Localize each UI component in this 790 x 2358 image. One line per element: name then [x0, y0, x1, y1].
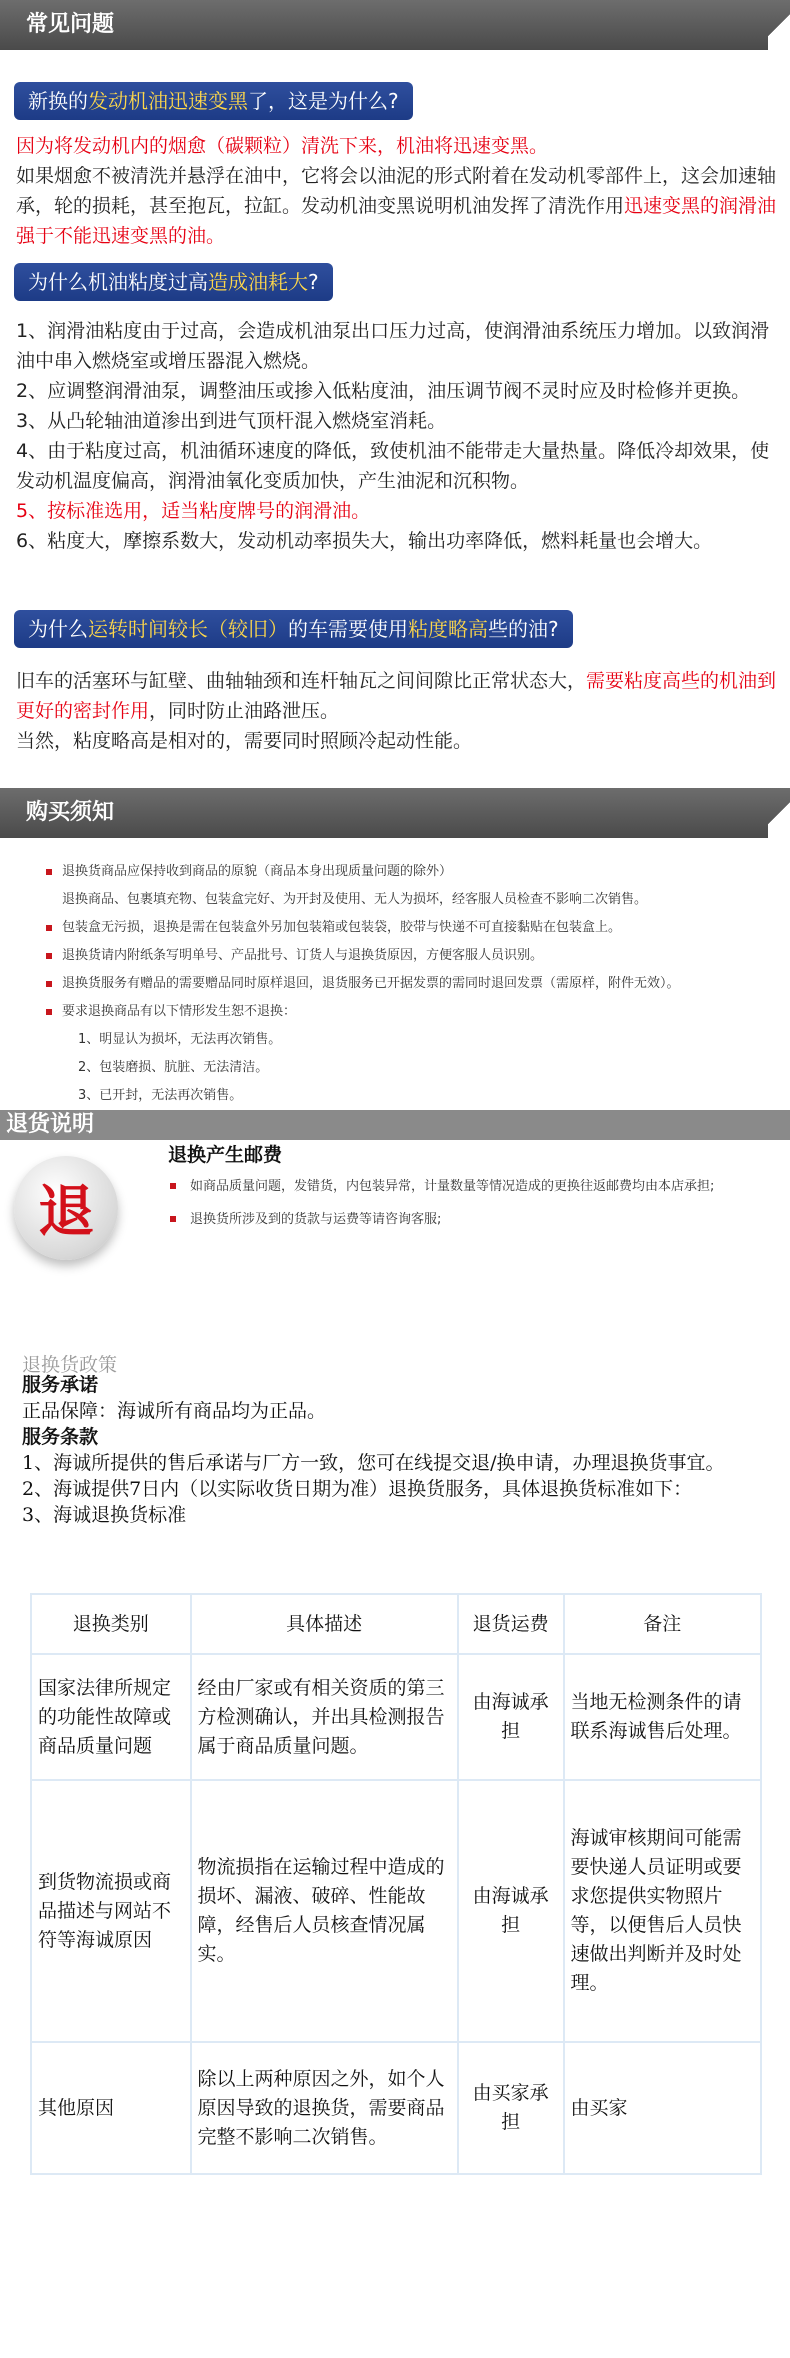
- faq-section-title: 常见问题: [26, 12, 115, 37]
- terms-item: 1、海诚所提供的售后承诺与厂方一致，您可在线提交退/换申请，办理退换货事宜。: [22, 1452, 725, 1474]
- table-cell: 海诚审核期间可能需要快递人员证明或要求您提供实物照片等，以便售后人员快速做出判断并及时处理。: [564, 1780, 762, 2042]
- faq-section-header: [0, 0, 790, 50]
- answer-1-body: 如果烟愈不被清洗并悬浮在油中，它将会以油泥的形式附着在发动机零部件上，这会加速轴承，轮的损耗，甚至抱瓦，拉缸。发动机油变黑说明机油发挥了清洗作用: [16, 165, 777, 217]
- table-header-cell: 退货运费: [458, 1594, 564, 1654]
- question-1-pre: 新换的: [28, 89, 88, 113]
- question-3-pre: 为什么: [28, 617, 88, 641]
- table-cell: 当地无检测条件的请联系海诚售后处理。: [564, 1654, 762, 1780]
- returns-item: 如商品质量问题，发错货，内包装异常，计量数量等情况造成的更换往返邮费均由本店承担;: [168, 1176, 728, 1197]
- question-3-highlight-1: 运转时间较长（较旧）: [88, 617, 288, 641]
- table-row: [31, 2042, 761, 2174]
- answer-2-item-5: [16, 496, 778, 526]
- answer-2-item: 6、粘度大，摩擦系数大，发动机动率损失大，输出功率降低，燃料耗量也会增大。: [16, 530, 713, 552]
- answer-2-item: 4、由于粘度过高，机油循环速度的降低，致使机油不能带走大量热量。降低冷却效果，使发动机温度偏高，润滑油氧化变质加快，产生油泥和沉积物。: [16, 440, 770, 492]
- answer-3-tail: ，同时防止油路泄压。: [149, 700, 340, 722]
- answer-2-item-5-text: 按标准选用，适当粘度牌号的润滑油。: [47, 500, 371, 522]
- question-3: [14, 610, 573, 648]
- notice-sub-item: 1、明显认为损坏，无法再次销售。: [78, 1032, 282, 1047]
- table-header-cell: 备注: [564, 1594, 762, 1654]
- notice-item: 退换商品、包裹填充物、包装盒完好、为开封及使用、无人为损坏，经客服人员检查不影响二次销售。: [62, 892, 648, 907]
- policy-body: [22, 1372, 752, 1528]
- returns-section-header: [0, 1110, 790, 1140]
- answer-2-item: 1、润滑油粘度由于过高，会造成机油泵出口压力过高，使润滑油系统压力增加。以致润滑油中串入燃烧室或增压器混入燃烧。: [16, 320, 770, 372]
- terms-label: 服务条款: [22, 1426, 99, 1448]
- answer-2-item-5-num: 5、: [16, 500, 48, 522]
- notice-item: 退换货服务有赠品的需要赠品同时原样退回，退货服务已开据发票的需同时退回发票（需原样，附件无效）。: [40, 970, 760, 998]
- notice-section-header: [0, 788, 790, 838]
- table-cell: 经由厂家或有相关资质的第三方检测确认，并出具检测报告属于商品质量问题。: [191, 1654, 458, 1780]
- table-row: [31, 1780, 761, 2042]
- notice-item: 退换货请内附纸条写明单号、产品批号、订货人与退换货原因，方便客服人员识别。: [40, 942, 760, 970]
- notice-item: 包装盒无污损，退换是需在包装盒外另加包装箱或包装袋，胶带与快递不可直接黏贴在包装盒上。: [40, 914, 760, 942]
- notice-section-title: 购买须知: [26, 800, 115, 825]
- notice-item: 退换货商品应保持收到商品的原貌（商品本身出现质量问题的除外）: [40, 858, 760, 886]
- answer-3-body: 旧车的活塞环与缸壁、曲轴轴颈和连杆轴瓦之间间隙比正常状态大，: [16, 670, 587, 692]
- answer-3-line-2: 当然，粘度略高是相对的，需要同时照顾冷起动性能。: [16, 730, 473, 752]
- table-cell: 由海诚承担: [458, 1780, 564, 2042]
- table-cell: 其他原因: [31, 2042, 191, 2174]
- notice-sub-item: 2、包装磨损、肮脏、无法清洁。: [78, 1060, 269, 1075]
- question-1: [14, 82, 413, 120]
- table-header-cell: 退换类别: [31, 1594, 191, 1654]
- terms-item: 2、海诚提供7日内（以实际收货日期为准）退换货服务，具体退换货标准如下：: [22, 1478, 693, 1500]
- question-3-highlight-2: 粘度略高: [408, 617, 488, 641]
- question-2-highlight: 造成油耗大: [208, 270, 308, 294]
- notice-item: 要求退换商品有以下情形发生恕不退换：: [40, 998, 760, 1026]
- table-cell: 到货物流损或商品描述与网站不符等海诚原因: [31, 1780, 191, 2042]
- question-2: [14, 263, 333, 301]
- table-row: [31, 1654, 761, 1780]
- return-badge-icon: [14, 1156, 118, 1260]
- table-header-cell: 具体描述: [191, 1594, 458, 1654]
- return-badge-text: 退: [38, 1179, 94, 1245]
- question-1-post: 了，这是为什么?: [248, 89, 399, 113]
- answer-2-item: 2、应调整润滑油泵，调整油压或掺入低粘度油，油压调节阀不灵时应及时检修并更换。: [16, 380, 751, 402]
- table-cell: 除以上两种原因之外，如个人原因导致的退换货，需要商品完整不影响二次销售。: [191, 2042, 458, 2174]
- table-cell: 由海诚承担: [458, 1654, 564, 1780]
- question-3-mid: 的车需要使用: [288, 617, 408, 641]
- table-cell: 物流损指在运输过程中造成的损坏、漏液、破碎、性能故障，经售后人员核查情况属实。: [191, 1780, 458, 2042]
- returns-list: [168, 1176, 728, 1242]
- answer-2: [16, 316, 778, 556]
- notice-list: [40, 858, 760, 1110]
- returns-item: 退换货所涉及到的货款与运费等请咨询客服;: [168, 1209, 728, 1230]
- table-cell: 国家法律所规定的功能性故障或商品质量问题: [31, 1654, 191, 1780]
- answer-2-item: 3、从凸轮轴油道渗出到进气顶杆混入燃烧室消耗。: [16, 410, 447, 432]
- answer-1-red: 因为将发动机内的烟愈（碳颗粒）清洗下来，机油将迅速变黑。: [16, 135, 549, 157]
- question-2-post: ?: [308, 270, 319, 294]
- answer-3: [16, 666, 778, 756]
- answer-1: [16, 131, 778, 251]
- question-3-post: 些的油?: [488, 617, 559, 641]
- policy-title: 退换货政策: [22, 1354, 118, 1376]
- table-cell: 由买家承担: [458, 2042, 564, 2174]
- table-cell: 由买家: [564, 2042, 762, 2174]
- question-2-pre: 为什么机油粘度过高: [28, 270, 208, 294]
- question-1-highlight: 发动机油迅速变黑: [88, 89, 248, 113]
- terms-item: 3、海诚退换货标准: [22, 1504, 187, 1526]
- returns-section-title: 退货说明: [6, 1112, 95, 1137]
- returns-subtitle: 退换产生邮费: [168, 1144, 283, 1166]
- returns-table: [30, 1593, 762, 2175]
- notice-sub-item: 3、已开封，无法再次销售。: [78, 1088, 243, 1103]
- table-header-row: [31, 1594, 761, 1654]
- answer-1-tail: 迅速变黑的润滑油强于不能迅速变黑的油。: [16, 195, 777, 247]
- promise-text: 正品保障：海诚所有商品均为正品。: [22, 1400, 327, 1422]
- promise-label: 服务承诺: [22, 1374, 99, 1396]
- answer-3-red: 需要粘度高些的机油到更好的密封作用: [16, 670, 777, 722]
